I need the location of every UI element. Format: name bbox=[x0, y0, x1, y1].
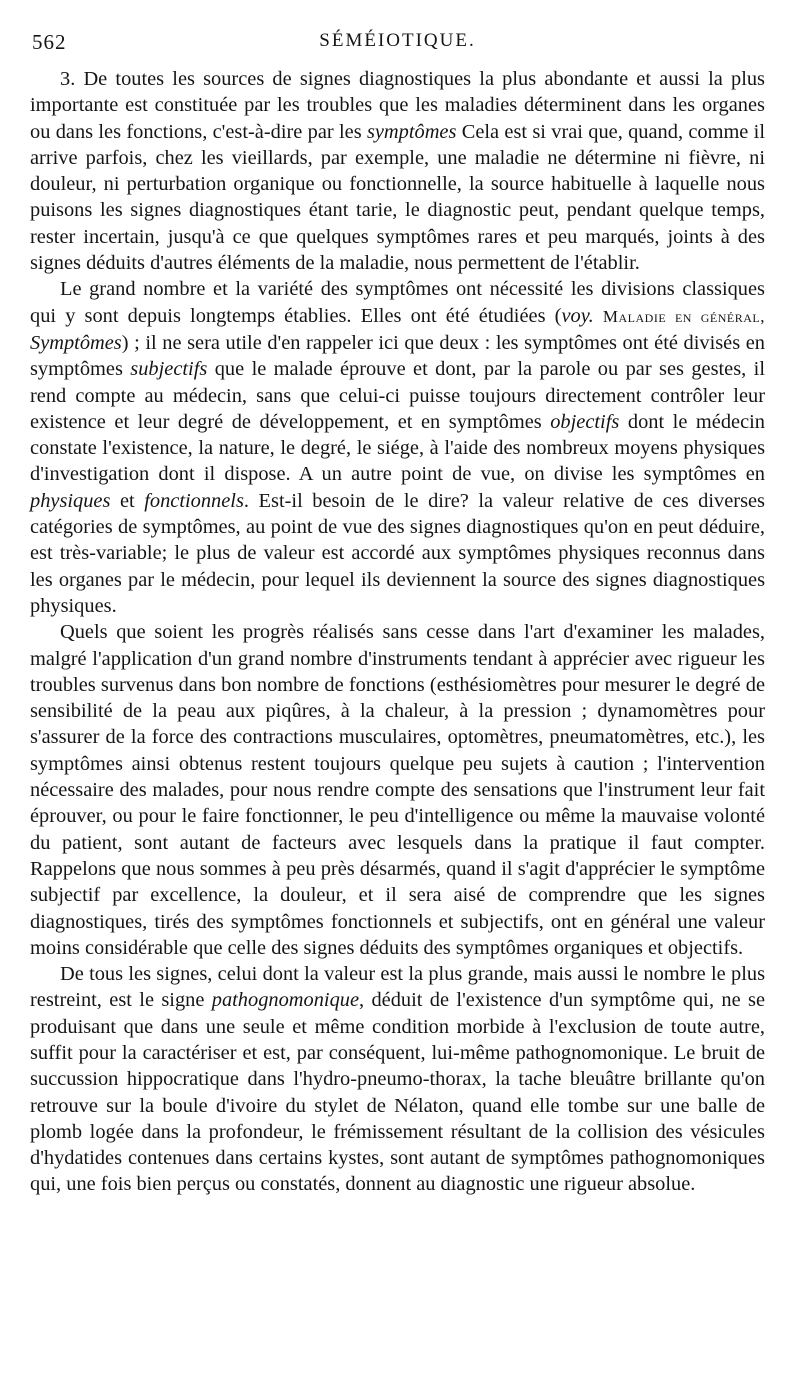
page-header bbox=[30, 26, 765, 56]
italic-run: objectifs bbox=[550, 410, 620, 433]
body-text bbox=[30, 66, 765, 1198]
italic-run: Symptômes bbox=[30, 331, 122, 354]
text-run: , déduit de l'existence d'un symptôme qui, ne se produisant que dans une seule et même condition morbide à l'exclusion de toute autre, suffit pour la caractériser et est, par conséquent, lui-même pathognomonique. Le bruit de succussion hippocratique dans l'hydro-pneumo-thorax, la tache bleuâtre brillante qu'on retrouve sur la boule d'ivoire du stylet de Nélaton, quand elle tombe sur une balle de plomb logée dans la profondeur, le frémissement résultant de la collision des vésicules d'hydatides contenues dans certains kystes, sont autant de symptômes pathognomoniques qui, une fois bien perçus ou constatés, donnent au diagnostic une rigueur absolue. bbox=[30, 989, 765, 1196]
text-run bbox=[594, 305, 603, 327]
text-run: Cela est si vrai que, quand, comme il arrive parfois, chez les vieillards, par exemple, une maladie ne détermine ni fièvre, ni douleur, ni perturbation organique ou fonctionnelle, la source habituelle à laquelle nous puisons les signes diagnostiques étant tarie, le diagnostic peut, pendant quelque temps, rester incertain, jusqu'à ce que quelques symptômes rares et peu marqués, joints à des signes déduits d'autres éléments de la maladie, nous permettent de l'établir. bbox=[30, 120, 765, 275]
page-number: 562 bbox=[32, 30, 67, 54]
text-run: Quels que soient les progrès réalisés sans cesse dans l'art d'examiner les malades, malgré l'application d'un grand nombre d'instruments tendant à apprécier avec rigueur les troubles survenus dans bon nombre de fonctions (esthésiomètres pour mesurer le degré de sensibilité de la peau aux piqûres, à la chaleur, à la pression ; dynamomètres pour s'assurer de la force des contractions musculaires, optomètres, pneumatomètres, etc.), les symptômes ainsi obtenus restent toujours quelque peu sujets à caution ; l'intervention nécessaire des malades, pour nous rendre compte des sensations que l'instrument leur fait éprouver, ou pour le faire fonctionner, le peu d'intelligence ou même la mauvaise volonté du patient, sont autant de facteurs avec lesquels dans la pratique il faut compter. Rappelons que nous sommes à peu près désarmés, quand il s'agit d'apprécier le symptôme subjectif par excellence, la douleur, et il sera aisé de comprendre que les signes diagnostiques, tirés des symptômes fonctionnels et subjectifs, ont en général une valeur moins considérable que celle des signes déduits des symptômes organiques et objectifs. bbox=[30, 621, 765, 959]
paragraph-symptom-divisions bbox=[30, 276, 765, 619]
text-run: 3. De toutes les sources de signes diagnostiques la plus abondante et aussi la plus importante est constituée par les troubles que les maladies déterminent dans les organes ou dans les fonctions, c'est-à-dire par les bbox=[30, 68, 765, 143]
running-head: SÉMÉIOTIQUE. bbox=[319, 30, 476, 51]
text-run: dont le médecin constate l'existence, la nature, le degré, le siége, à l'aide des nombreux moyens physiques d'investigation dont il dispose. A un autre point de vue, on divise les symptômes en bbox=[30, 410, 765, 486]
text-run: . Est-il besoin de le dire? la valeur relative de ces diverses catégories de symptômes, au point de vue des signes diagnostiques qu'on en peut déduire, est très-variable; le plus de valeur est accordé aux symptômes physiques reconnus dans les organes par le médecin, pour lequel ils deviennent la source des signes diagnostiques physiques. bbox=[30, 489, 765, 617]
text-run: De tous les signes, celui dont la valeur est la plus grande, mais aussi le nombre le plus restreint, est le signe bbox=[30, 963, 765, 1012]
paragraph-pathognomonic-signs bbox=[30, 961, 765, 1198]
italic-run: physiques bbox=[30, 489, 111, 512]
small-caps-run: Maladie en général, bbox=[602, 306, 765, 326]
italic-run: pathognomonique bbox=[211, 989, 360, 1012]
italic-run: voy. bbox=[561, 304, 594, 327]
paragraph-instrument-limits bbox=[30, 619, 765, 961]
text-run: et bbox=[110, 489, 145, 512]
text-run: ) ; il ne sera utile d'en rappeler ici que deux : les symptômes ont été divisés en symptômes bbox=[30, 331, 765, 381]
paragraph-sources-of-signs bbox=[30, 66, 765, 276]
text-run: que le malade éprouve et dont, par la parole ou par ses gestes, il rend compte au médecin, sans que celui-ci puisse toujours directement contrôler leur existence et leur degré de développement, et en symptômes bbox=[30, 358, 765, 433]
book-page bbox=[30, 26, 765, 1198]
italic-run: fonctionnels bbox=[144, 489, 244, 512]
text-run: Le grand nombre et la variété des symptômes ont nécessité les divisions classiques qui y sont depuis longtemps établies. Elles ont été étudiées ( bbox=[30, 278, 765, 327]
italic-run: subjectifs bbox=[130, 358, 208, 381]
italic-run: symptômes bbox=[366, 120, 457, 143]
